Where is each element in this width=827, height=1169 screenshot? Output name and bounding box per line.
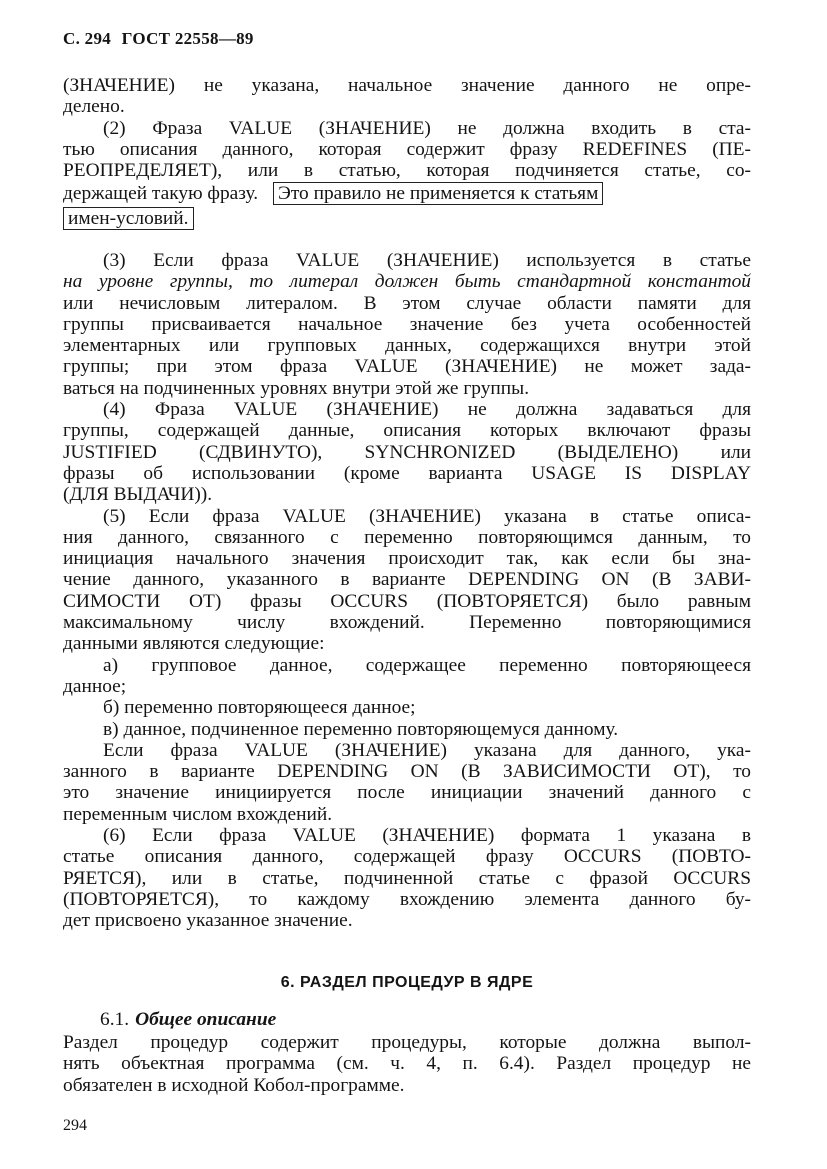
page-header [63,29,260,49]
text-line: (ЗНАЧЕНИЕ) не указана, начальное значение данного не опре- [63,75,751,96]
text-line: или нечисловым литералом. В этом случае области памяти для [63,292,751,314]
text-line: нять объектная программа (см. ч. 4, п. 6.4). Раздел процедур не [63,1053,751,1075]
text-line: данное; [63,675,127,697]
text-line: инициация начального значения происходит так, как если бы зна- [63,548,751,570]
text-line: группы; при этом фраза VALUE (ЗНАЧЕНИЕ) не может зада- [63,356,751,378]
paragraph-block-1 [63,75,751,231]
text-line: дет присвоено указанное значение. [63,910,353,932]
text-line: на уровне группы, то литерал должен быть стандартной константой [63,271,751,293]
text-line: Раздел процедур содержит процедуры, которые должна выпол- [63,1032,751,1053]
text-line: занного в варианте DEPENDING ON (В ЗАВИСИМОСТИ ОТ), то [63,761,751,783]
subsection-title: Общее описание [135,1009,277,1030]
text-line: фразы об использовании (кроме варианта USAGE IS DISPLAY [63,462,751,484]
text-line: чение данного, указанного в варианте DEPENDING ON (В ЗАВИ- [63,569,751,591]
text-line: (ПОВТОРЯЕТСЯ), то каждому вхождению элемента данного бу- [63,888,751,910]
text-line: элементарных или групповых данных, содержащихся внутри этой [63,335,751,357]
section-title: 6. РАЗДЕЛ ПРОЦЕДУР В ЯДРЕ [280,974,534,991]
text-line: группы, содержащей данные, описания которых включают фразы [63,420,751,442]
text-line-with-box [63,206,751,231]
page-label: С. 294 [63,29,112,48]
text-line: делено. [63,96,125,118]
text-line: (3) Если фраза VALUE (ЗНАЧЕНИЕ) используется в статье [103,250,751,271]
text-line: ния данного, связанного с переменно повторяющимся данным, то [63,526,751,548]
text-line: РЕОПРЕДЕЛЯЕТ), или в статью, которая подчиняется статье, со- [63,160,751,182]
text-fragment: держащей такую фразу. [63,183,259,205]
text-line: (ДЛЯ ВЫДАЧИ)). [63,484,213,506]
text-line: Если фраза VALUE (ЗНАЧЕНИЕ) указана для данного, ука- [103,739,751,761]
text-line: (5) Если фраза VALUE (ЗНАЧЕНИЕ) указана в статье описа- [103,505,751,527]
subsection-heading [100,1009,276,1030]
page-number: 294 [63,1117,87,1134]
text-line: переменным числом вхождений. [63,803,333,825]
list-item: в) данное, подчиненное переменно повторяющемуся данному. [103,718,619,740]
boxed-note: имен-условий. [63,207,194,230]
list-item: б) переменно повторяющееся данное; [103,697,416,719]
text-line: статье описания данного, содержащей фразу OCCURS (ПОВТО- [63,846,751,868]
text-line: (2) Фраза VALUE (ЗНАЧЕНИЕ) не должна входить в ста- [103,117,751,139]
standard-number: ГОСТ 22558—89 [121,29,254,48]
text-line: максимальному числу вхождений. Переменно повторяющимися [63,612,751,634]
text-line: (4) Фраза VALUE (ЗНАЧЕНИЕ) не должна задаваться для [103,399,751,421]
subsection-number: 6.1. [100,1009,130,1030]
text-line: СИМОСТИ ОТ) фразы OCCURS (ПОВТОРЯЕТСЯ) было равным [63,590,751,612]
paragraph-block-2 [63,250,751,932]
text-line: РЯЕТСЯ), или в статье, подчиненной статье с фразой OCCURS [63,867,751,889]
text-line-with-box [63,181,751,206]
text-line: данными являются следующие: [63,633,325,655]
text-line: JUSTIFIED (СДВИНУТО), SYNCHRONIZED (ВЫДЕЛЕНО) или [63,441,751,463]
text-line: (6) Если фраза VALUE (ЗНАЧЕНИЕ) формата 1 указана в [103,825,751,847]
text-line: обязателен в исходной Кобол-программе. [63,1074,405,1096]
list-item: а) групповое данное, содержащее переменно повторяющееся [103,654,751,676]
boxed-note: Это правило не применяется к статьям [273,182,603,205]
text-line: это значение инициируется после инициации значений данного с [63,782,751,804]
text-line: тью описания данного, которая содержит фразу REDEFINES (ПЕ- [63,138,751,160]
paragraph-block-3 [63,1032,751,1096]
text-line: группы присваивается начальное значение без учета особенностей [63,313,751,335]
text-line: ваться на подчиненных уровнях внутри этой же группы. [63,377,530,399]
